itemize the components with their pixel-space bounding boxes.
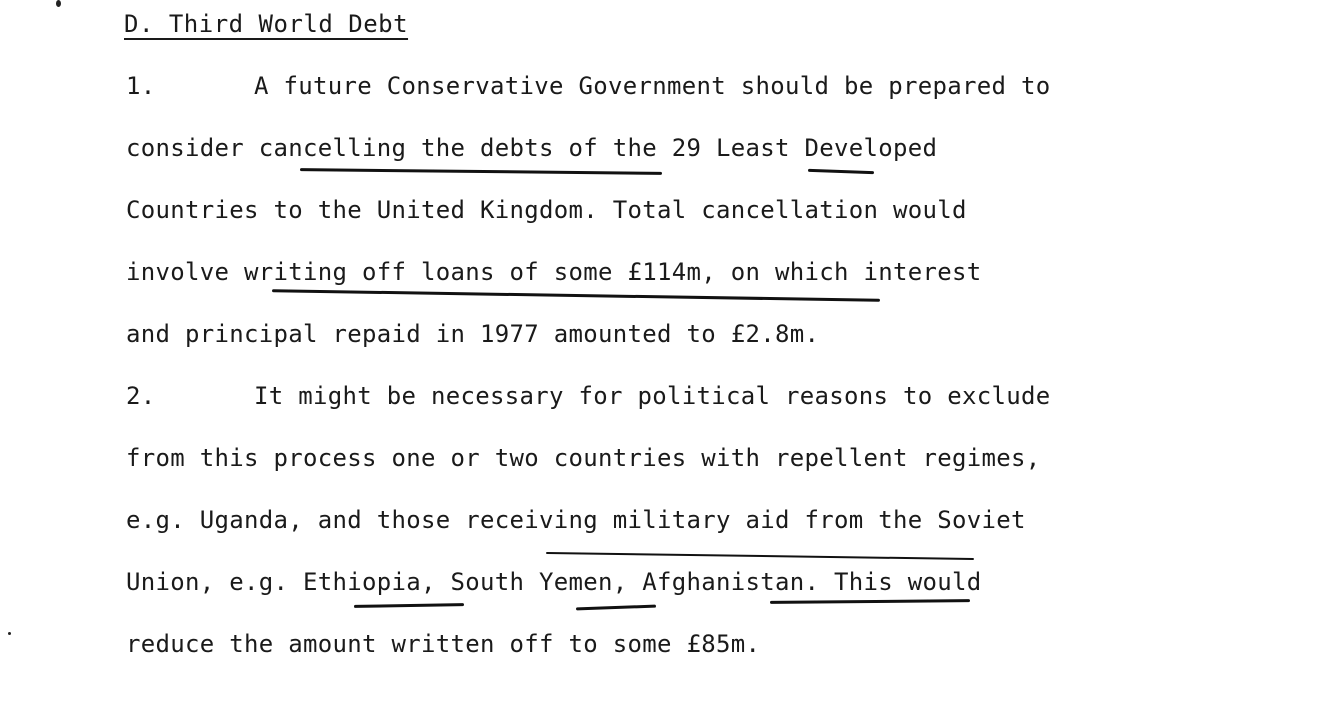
paragraph-1-line-2: consider cancelling the debts of the 29 Least Developed [126,134,938,162]
paragraph-1-line-1 [126,72,1050,100]
pen-underline-south-yemen [576,605,656,611]
scan-speck [56,0,61,7]
paragraph-1-number: 1. [126,72,156,100]
paragraph-1-line-4: involve writing off loans of some £114m, on which interest [126,258,982,286]
pen-underline-cancelling-debts [300,168,662,175]
paragraph-2-number: 2. [126,382,156,410]
pen-underline-ethiopia [354,603,464,608]
paragraph-2-line-2: from this process one or two countries with repellent regimes, [126,444,1041,472]
paragraph-2-line-4: Union, e.g. Ethiopia, South Yemen, Afghanistan. This would [126,568,982,596]
paragraph-1-text: A future Conservative Government should be prepared to [254,72,1051,100]
paragraph-2-line-1 [126,382,1050,410]
section-heading: D. Third World Debt [124,10,409,38]
paragraph-2-text: It might be necessary for political reasons to exclude [254,382,1051,410]
paragraph-2-line-3: e.g. Uganda, and those receiving military aid from the Soviet [126,506,1026,534]
scan-speck [8,632,11,635]
paragraph-1-line-3: Countries to the United Kingdom. Total cancellation would [126,196,967,224]
pen-underline-29 [808,169,874,174]
paragraph-1-line-5: and principal repaid in 1977 amounted to £2.8m. [126,320,820,348]
pen-underline-receiving-military-aid [546,552,974,560]
pen-underline-writing-off-loans [272,289,880,302]
pen-underline-afghanistan [770,599,970,604]
paragraph-2-line-5: reduce the amount written off to some £85m. [126,630,761,658]
